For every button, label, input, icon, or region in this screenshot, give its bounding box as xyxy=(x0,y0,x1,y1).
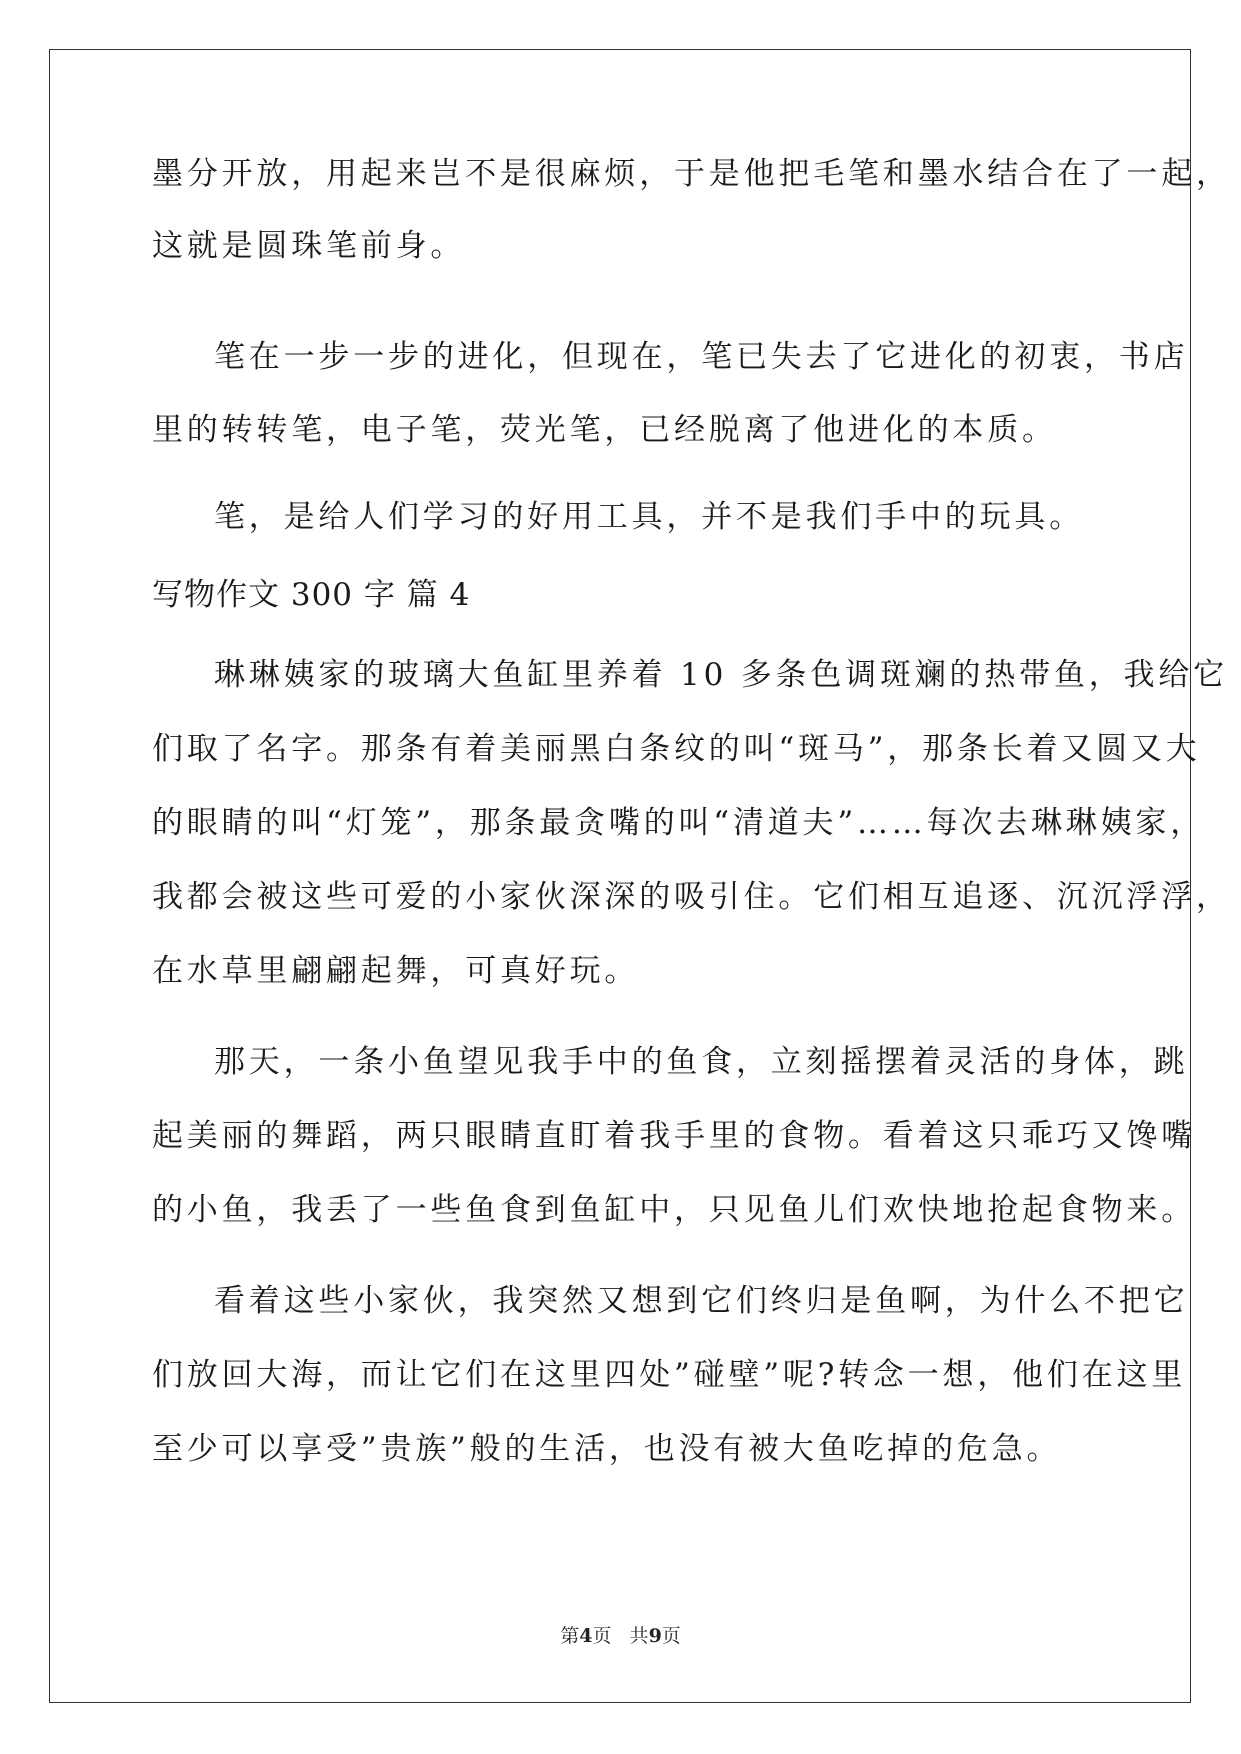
text-line: 至少可以享受”贵族”般的生活，也没有被大鱼吃掉的危急。 xyxy=(152,1431,1062,1467)
footer-page-suffix: 页 xyxy=(661,1625,681,1647)
text-line: 们放回大海，而让它们在这里四处”碰壁”呢?转念一想，他们在这里 xyxy=(152,1357,1187,1393)
text-line: 我都会被这些可爱的小家伙深深的吸引住。它们相互追逐、沉沉浮浮， xyxy=(152,879,1231,915)
text-line: 的小鱼，我丢了一些鱼食到鱼缸中，只见鱼儿们欢快地抢起食物来。 xyxy=(152,1192,1196,1228)
text-line: 看着这些小家伙，我突然又想到它们终归是鱼啊，为什么不把它 xyxy=(214,1283,1189,1319)
text-line: 们取了名字。那条有着美丽黑白条纹的叫“斑马”，那条长着又圆又大 xyxy=(152,731,1201,767)
page-footer xyxy=(0,1624,1241,1648)
text-line: 这就是圆珠笔前身。 xyxy=(152,228,466,264)
text-line: 里的转转笔，电子笔，荧光笔，已经脱离了他进化的本质。 xyxy=(152,412,1057,448)
text-line: 墨分开放，用起来岂不是很麻烦，于是他把毛笔和墨水结合在了一起， xyxy=(152,156,1231,192)
text-line: 笔，是给人们学习的好用工具，并不是我们手中的玩具。 xyxy=(214,499,1084,535)
footer-page-current: 4 xyxy=(579,1625,593,1647)
text-line: 笔在一步一步的进化，但现在，笔已失去了它进化的初衷，书店 xyxy=(214,339,1189,375)
footer-page-prefix: 第 xyxy=(560,1625,580,1647)
text-line: 起美丽的舞蹈，两只眼睛直盯着我手里的食物。看着这只乖巧又馋嘴 xyxy=(152,1118,1196,1154)
text-line: 琳琳姨家的玻璃大鱼缸里养着 10 多条色调斑斓的热带鱼，我给它 xyxy=(214,657,1228,693)
section-heading: 写物作文 300 字 篇 4 xyxy=(152,577,471,613)
text-line: 在水草里翩翩起舞，可真好玩。 xyxy=(152,953,640,989)
footer-page-total: 9 xyxy=(648,1625,662,1647)
text-line: 那天，一条小鱼望见我手中的鱼食，立刻摇摆着灵活的身体，跳 xyxy=(214,1044,1189,1080)
footer-page-mid: 页 共 xyxy=(592,1625,649,1647)
text-line: 的眼睛的叫“灯笼”，那条最贪嘴的叫“清道夫”……每次去琳琳姨家， xyxy=(152,805,1205,841)
